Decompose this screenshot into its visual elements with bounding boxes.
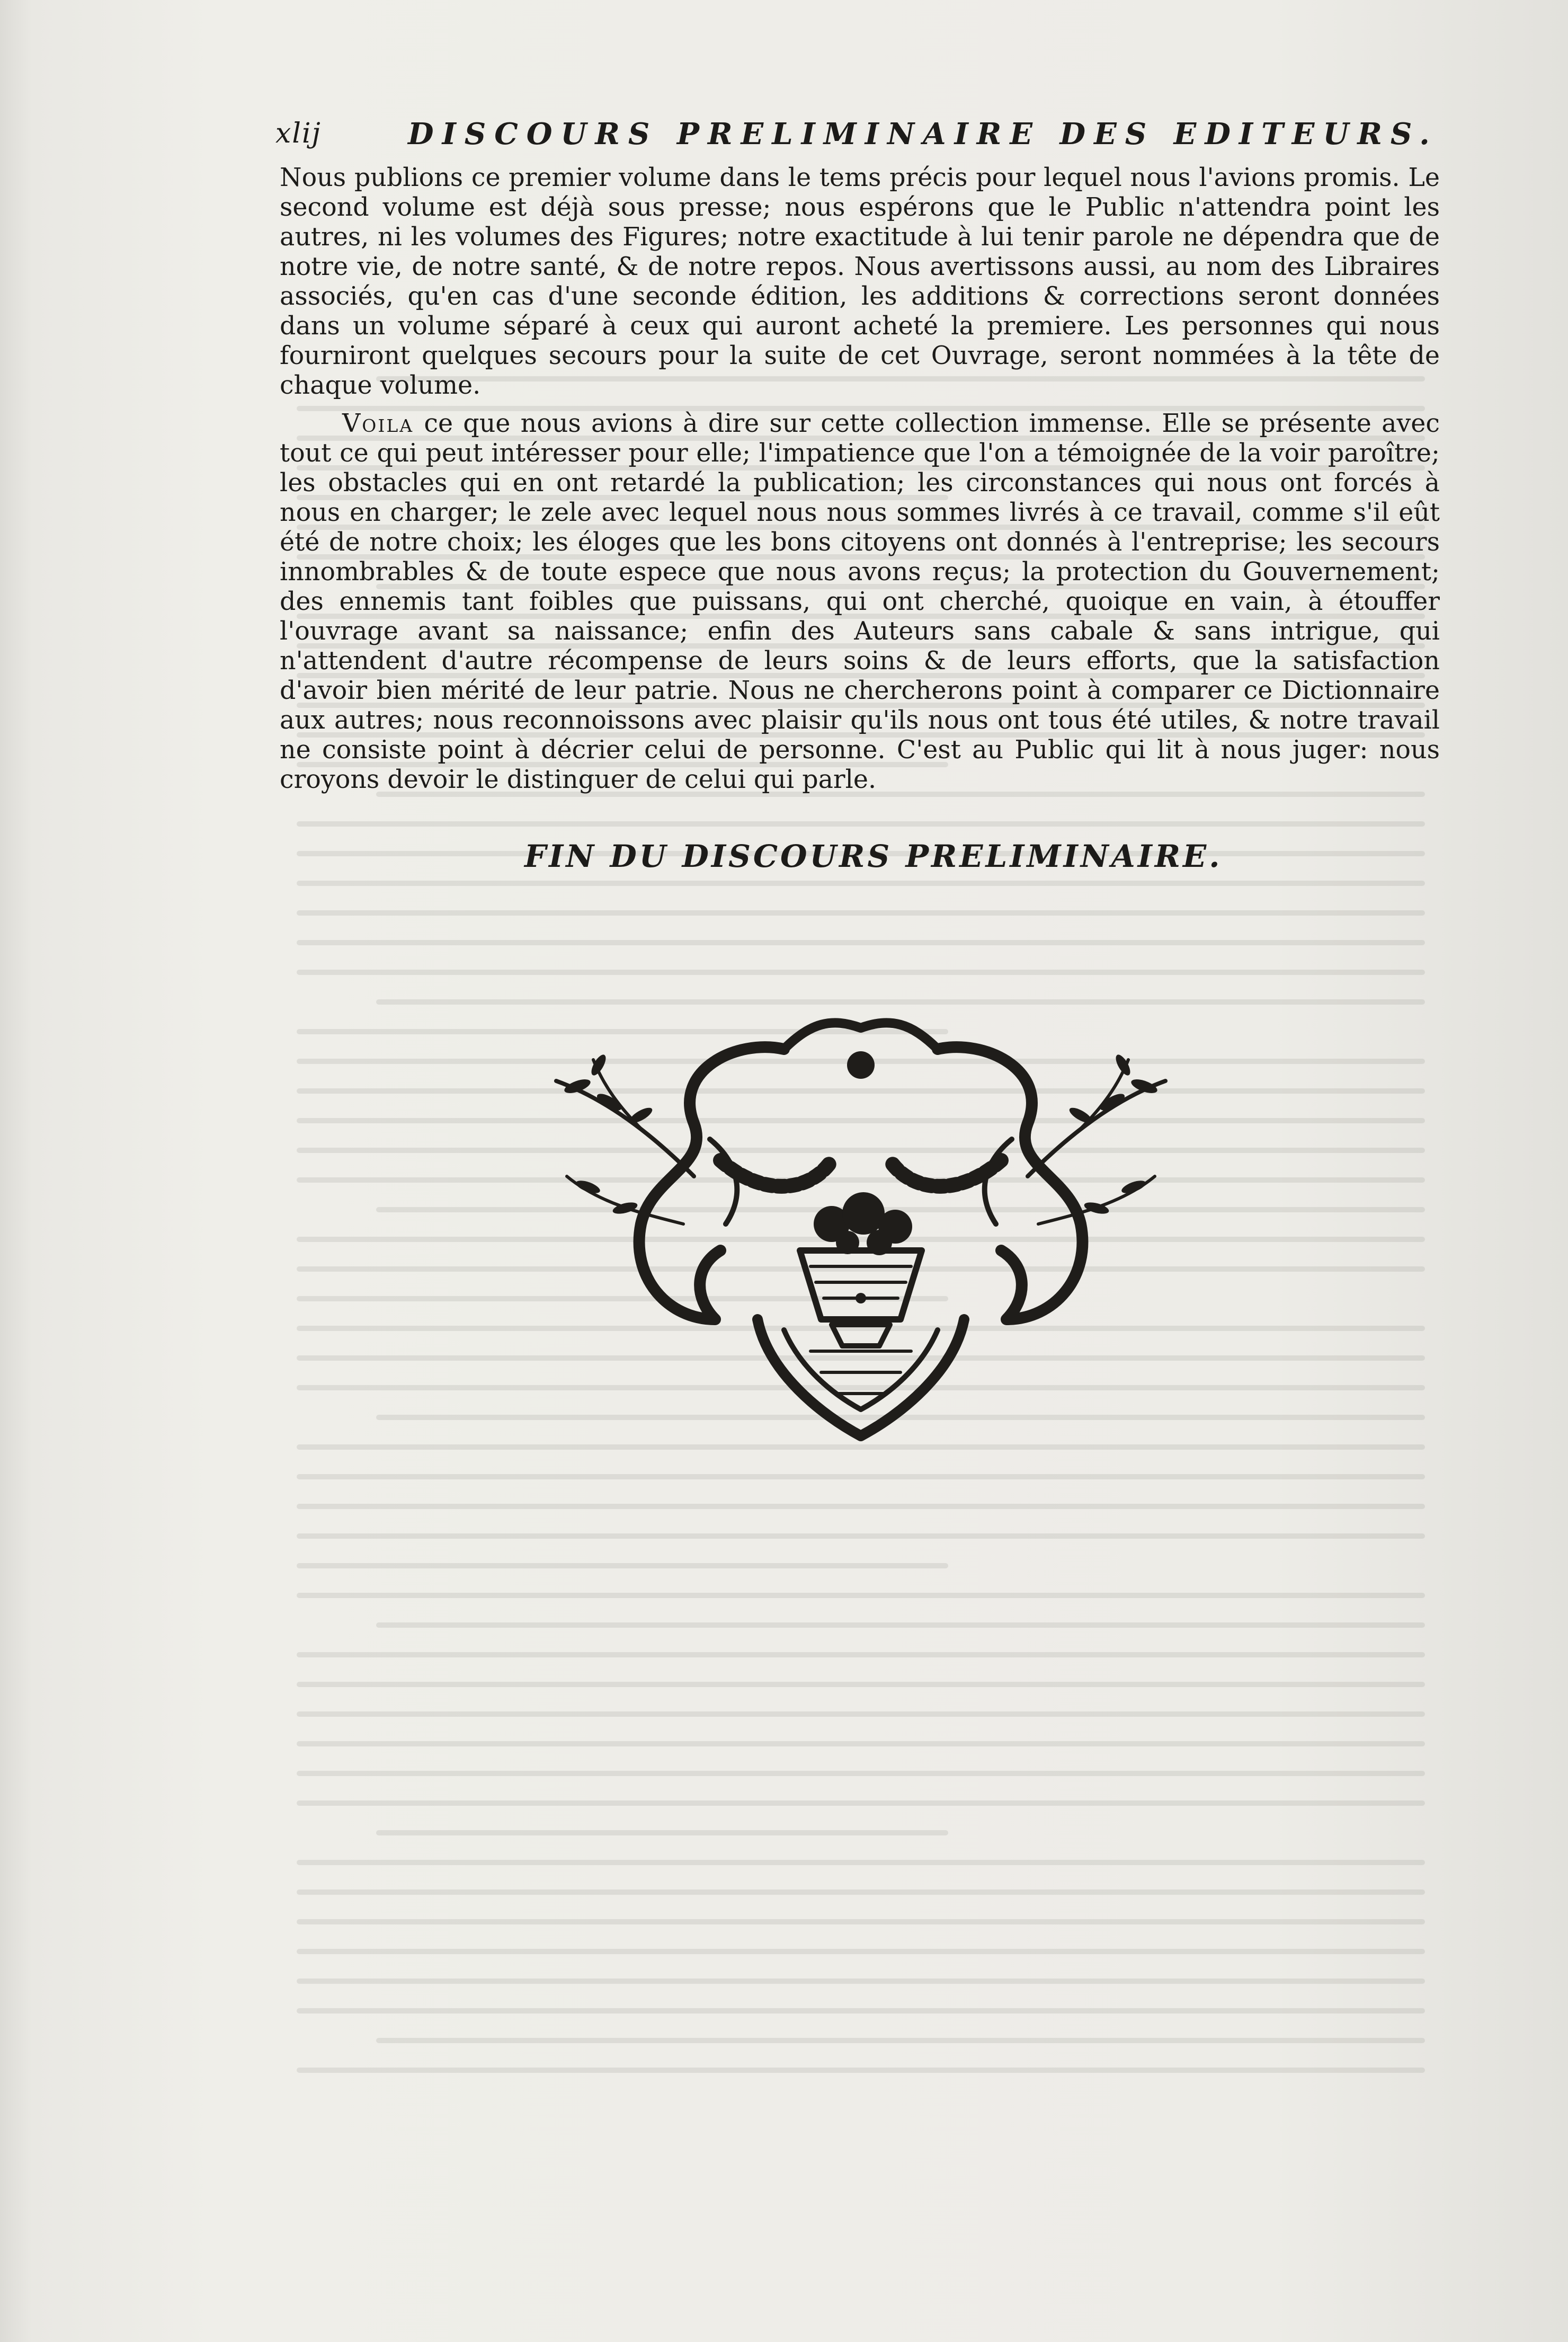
paragraph-2-text: ce que nous avions à dire sur cette collection immense. Elle se présente avec tout ce qui peut intéresser pour elle; l'impatience que l'on a témoignée de la voir paroître; les obstacles qui en ont retardé la publication; les circonstances qui nous ont forcés à nous en charger; le zele avec lequel nous nous sommes livrés à ce travail, comme s'il eût été de notre choix; les éloges que les bons citoyens ont donnés à l'entreprise; les secours innombrables & de toute espece que nous avons reçus; la protection du Gouvernement; des ennemis tant foibles que puissans, qui ont cherché, quoique en vain, à étouffer l'ouvrage avant sa naissance; enfin des Auteurs sans cabale & sans intrigue, qui n'attendent d'autre récompense de leurs soins & de leurs efforts, que la satisfaction d'avoir bien mérité de leur patrie. Nous ne chercherons point à comparer ce Dictionnaire aux autres; nous reconnoissons avec plaisir qu'ils nous ont tous été utiles, & notre travail ne consiste point à décrier celui de personne. C'est au Public qui lit à nous juger: nous croyons devoir le distinguer de celui qui parle. <box>280 409 1440 794</box>
show-through-line <box>297 1504 1425 1509</box>
page-header <box>275 117 1438 155</box>
show-through-line <box>297 2008 1425 2013</box>
show-through-line <box>297 1563 948 1568</box>
show-through-line <box>297 881 1425 886</box>
show-through-line <box>297 1474 1425 1479</box>
show-through-line <box>376 2038 1425 2043</box>
show-through-line <box>297 910 1425 916</box>
show-through-line <box>297 1771 1425 1776</box>
show-through-line <box>297 940 1425 945</box>
show-through-line <box>376 1622 1425 1628</box>
show-through-line <box>297 1682 1425 1687</box>
show-through-line <box>297 1860 1425 1865</box>
paragraph-1: Nous publions ce premier volume dans le tems précis pour lequel nous l'avions promis. Le second volume est déjà sous presse; nous espérons que le Public n'attendra point les autres, ni les volumes des Figures; notre exactitude à lui tenir parole ne dépendra que de notre vie, de notre santé, & de notre repos. Nous avertissons aussi, au nom des Libraires associés, qu'en cas d'une seconde édition, les additions & corrections seront données dans un volume séparé à ceux qui auront acheté la premiere. Les personnes qui nous fourniront quelques secours pour la suite de cet Ouvrage, seront nommées à la tête de chaque volume. <box>280 163 1440 400</box>
show-through-line <box>297 2068 1425 2073</box>
show-through-line <box>297 1949 1425 1954</box>
paragraph-2-lead: Voila <box>342 409 414 438</box>
show-through-line <box>297 1711 1425 1717</box>
show-through-line <box>297 1800 1425 1806</box>
paragraph-2 <box>280 409 1440 795</box>
show-through-line <box>297 970 1425 975</box>
show-through-line <box>297 1889 1425 1895</box>
folio: xlij <box>275 118 322 149</box>
closing-title: FIN DU DISCOURS PRELIMINAIRE. <box>524 838 1223 874</box>
show-through-line <box>297 1979 1425 1984</box>
show-through-line <box>297 821 1425 827</box>
show-through-line <box>297 1533 1425 1539</box>
rococo-vignette-icon <box>535 1001 1187 1447</box>
running-title: DISCOURS PRELIMINAIRE DES EDITEURS. <box>408 117 1438 152</box>
show-through-line <box>376 1830 948 1835</box>
show-through-line <box>297 1741 1425 1746</box>
show-through-line <box>297 1652 1425 1657</box>
show-through-line <box>297 1593 1425 1598</box>
show-through-line <box>297 1919 1425 1924</box>
